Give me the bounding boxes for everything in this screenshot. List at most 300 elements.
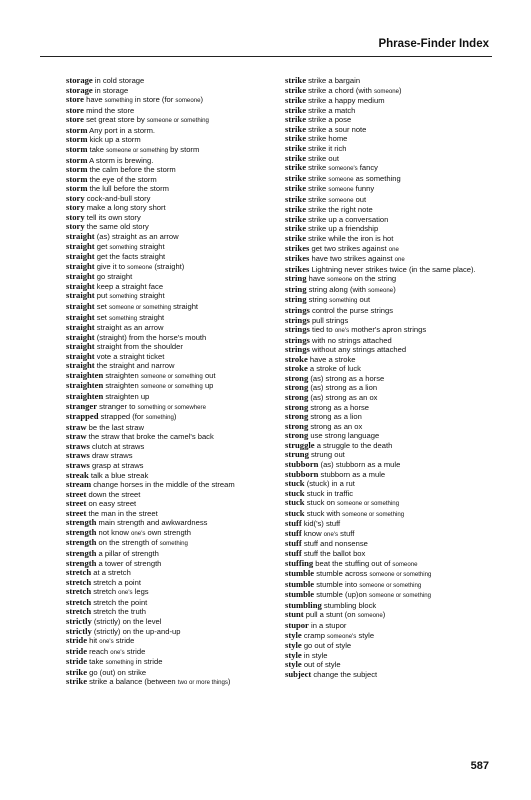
headword: string	[285, 294, 307, 305]
headword: storm	[66, 134, 88, 145]
index-entry	[285, 254, 492, 265]
index-entry	[66, 242, 276, 253]
headword: straw	[66, 421, 87, 432]
index-entry	[285, 383, 492, 393]
headword: strike	[285, 104, 307, 115]
headword: store	[66, 104, 84, 115]
page-number: 587	[470, 760, 489, 772]
headword: strike	[285, 84, 307, 95]
headword: stumble	[285, 578, 315, 589]
headword: straight	[66, 251, 95, 262]
index-entry	[285, 106, 492, 116]
phrase-text: grasp at straws	[89, 460, 144, 470]
index-entry	[285, 403, 492, 413]
placeholder-word: someone or something	[109, 303, 172, 311]
headword: story	[66, 221, 85, 232]
index-entry	[66, 135, 276, 145]
index-entry	[66, 578, 276, 588]
headword: strike	[285, 123, 307, 134]
header-rule	[40, 56, 492, 57]
headword: strung	[285, 449, 309, 460]
placeholder-word: something	[109, 314, 138, 322]
index-entry	[285, 345, 492, 355]
headword: strike	[285, 193, 307, 204]
placeholder-word: something	[145, 414, 174, 422]
phrase-text: strike a happy medium	[306, 96, 385, 106]
phrase-text: stuff the ballot box	[301, 549, 366, 558]
headword: stuck	[285, 507, 305, 518]
placeholder-word: someone or something	[140, 383, 203, 391]
headword: style	[285, 640, 302, 651]
headword: straws	[66, 450, 90, 461]
headword: subject	[285, 668, 312, 679]
phrase-text: by storm	[168, 144, 200, 154]
index-entry	[66, 538, 276, 549]
headword: strings	[285, 304, 310, 315]
index-entry	[66, 86, 276, 96]
phrase-text: straight	[137, 291, 165, 301]
index-entry	[285, 559, 492, 570]
index-entry	[285, 670, 492, 680]
index-entry	[66, 302, 276, 313]
headword: strictly	[66, 625, 92, 636]
phrase-text: beat the stuffing out of	[313, 558, 393, 568]
index-entry	[285, 244, 492, 255]
index-entry	[285, 601, 492, 611]
phrase-text: (as) straight as an arrow	[94, 232, 179, 241]
headword: straws	[66, 459, 90, 470]
phrase-text: strike a match	[306, 105, 356, 115]
headword: strike	[285, 95, 307, 106]
phrase-text: put	[94, 291, 110, 301]
headword: stubborn	[285, 458, 319, 469]
phrase-text: use strong language	[308, 431, 380, 441]
index-entry	[66, 106, 276, 116]
index-entry	[285, 498, 492, 509]
phrase-text: straighten	[103, 381, 141, 391]
phrase-text: stride	[113, 636, 135, 646]
index-entry	[66, 175, 276, 185]
index-entry	[66, 291, 276, 302]
phrase-text: strike	[306, 163, 329, 173]
index-entry	[285, 234, 492, 244]
index-entry	[285, 509, 492, 520]
index-entry	[66, 442, 276, 452]
headword: strings	[285, 344, 310, 355]
index-entry	[66, 528, 276, 539]
index-entry	[285, 316, 492, 326]
placeholder-word: one's	[118, 589, 133, 597]
index-entry	[66, 412, 276, 423]
headword: strikes	[285, 242, 310, 253]
phrase-text: strike up a friendship	[306, 224, 379, 234]
index-entry	[285, 641, 492, 651]
index-entry	[66, 262, 276, 273]
headword: strong	[285, 392, 309, 402]
index-entry	[285, 336, 492, 346]
placeholder-word: someone	[127, 263, 153, 271]
phrase-text: take	[87, 144, 107, 154]
phrase-text: strong as a horse	[308, 402, 370, 412]
headword: stumble	[285, 589, 315, 600]
phrase-text: strike it rich	[306, 143, 347, 153]
phrase-text: get two strikes against	[309, 243, 389, 253]
phrase-text: with no strings attached	[309, 335, 392, 345]
index-entry	[66, 668, 276, 678]
index-entry	[66, 647, 276, 658]
phrase-text: set	[94, 301, 110, 311]
headword: style	[285, 629, 302, 640]
placeholder-word: someone	[328, 186, 354, 194]
index-entry	[66, 559, 276, 569]
phrase-text: take	[87, 657, 106, 667]
index-entry	[285, 393, 492, 403]
placeholder-word: one's	[110, 648, 125, 656]
index-entry	[66, 607, 276, 617]
phrase-text: the lull before the storm	[87, 184, 169, 194]
placeholder-word: one's	[334, 327, 350, 335]
phrase-text: stretch	[91, 587, 119, 597]
headword: stuffing	[285, 557, 314, 568]
phrase-text: stuff	[338, 528, 355, 538]
phrase-text: clutch at straws	[89, 441, 145, 451]
phrase-text: strike home	[306, 134, 348, 144]
phrase-text: have	[306, 274, 328, 284]
phrase-text: keep a straight face	[94, 281, 164, 291]
phrase-text: straight	[137, 241, 165, 251]
index-entry	[66, 342, 276, 352]
headword: strike	[285, 114, 307, 125]
index-entry	[66, 657, 276, 668]
phrase-text: at a stretch	[91, 568, 131, 578]
placeholder-word: someone	[357, 612, 383, 620]
index-entry	[66, 499, 276, 509]
index-entry	[285, 76, 492, 86]
headword: strength	[66, 548, 97, 558]
index-entry	[66, 76, 276, 86]
phrase-text: the eye of the storm	[87, 174, 157, 184]
phrase-text: strung out	[308, 450, 345, 460]
phrase-text: on easy street	[86, 499, 137, 509]
headword: strings	[285, 324, 310, 335]
phrase-text: a pillar of strength	[96, 549, 159, 558]
headword: street	[66, 488, 87, 499]
placeholder-word: someone or something	[106, 146, 169, 154]
index-entry	[66, 165, 276, 175]
headword: store	[66, 114, 84, 125]
phrase-text: (strictly) on the up-and-up	[91, 626, 181, 636]
headword: stroke	[285, 353, 308, 364]
phrase-text: get	[94, 241, 110, 251]
index-column-left	[66, 76, 276, 688]
index-entry	[285, 125, 492, 135]
phrase-text: in store (for	[132, 95, 176, 105]
phrase-text: the man in the street	[86, 508, 158, 518]
index-entry	[66, 598, 276, 608]
phrase-text: stretch the truth	[91, 607, 147, 617]
phrase-text: stride	[124, 646, 146, 656]
phrase-text: (as) strong as an ox	[308, 393, 378, 402]
index-column-right	[285, 76, 492, 679]
headword: strength	[66, 537, 97, 548]
headword: stretch	[66, 586, 92, 597]
phrase-text: pull a stunt (on	[303, 610, 358, 620]
placeholder-word: someone or something	[369, 571, 432, 579]
index-entry	[285, 215, 492, 225]
phrase-text: strong as a lion	[308, 412, 362, 422]
placeholder-word: someone	[392, 560, 418, 568]
headword: story	[66, 211, 85, 222]
phrase-text: kick up a storm	[87, 135, 141, 145]
headword: storm	[66, 173, 88, 184]
headword: stride	[66, 635, 88, 646]
phrase-text: be the last straw	[86, 422, 144, 432]
phrase-text: cramp	[301, 630, 328, 640]
headword: strike	[66, 676, 88, 687]
headword: strong	[285, 420, 309, 431]
headword: stuck	[285, 478, 305, 489]
phrase-text: cock-and-bull story	[84, 193, 151, 203]
placeholder-word: something or somewhere	[137, 403, 206, 411]
phrase-text: (as) stubborn as a mule	[318, 459, 401, 469]
index-entry	[66, 518, 276, 528]
phrase-text: strike	[306, 194, 329, 204]
placeholder-word: something	[109, 293, 138, 301]
headword: style	[285, 649, 302, 660]
index-entry	[66, 145, 276, 156]
phrase-text: strike	[306, 173, 329, 183]
placeholder-word: someone	[328, 175, 354, 183]
headword: stuck	[285, 487, 305, 498]
phrase-text: on the string	[352, 274, 397, 284]
phrase-text: )	[393, 284, 396, 294]
index-entry	[66, 636, 276, 647]
index-entry	[285, 660, 492, 670]
phrase-text: vote a straight ticket	[94, 351, 165, 361]
placeholder-word: something	[109, 243, 138, 251]
index-entry	[285, 470, 492, 480]
index-entry	[285, 306, 492, 316]
phrase-text: talk a blue streak	[88, 470, 149, 480]
index-entry	[66, 568, 276, 578]
index-entry	[66, 451, 276, 461]
index-entry	[66, 232, 276, 242]
phrase-text: change horses in the middle of the stream	[91, 480, 235, 490]
phrase-text: make a long story short	[84, 203, 166, 213]
placeholder-word: something	[105, 659, 134, 667]
index-entry	[285, 569, 492, 580]
phrase-text: in a stupor	[308, 620, 347, 630]
phrase-text: go (out) on strike	[87, 667, 147, 677]
phrase-text: stretch a point	[91, 577, 141, 587]
phrase-text: the straw that broke the camel's back	[86, 432, 214, 442]
phrase-text: control the purse strings	[309, 305, 393, 315]
headword: stretch	[66, 596, 92, 607]
headword: stretch	[66, 576, 92, 587]
placeholder-word: someone or something	[342, 510, 405, 518]
index-entry	[285, 295, 492, 306]
phrase-text: tell its own story	[84, 212, 141, 222]
headword: strike	[285, 162, 307, 173]
index-entry	[66, 333, 276, 343]
headword: strings	[285, 334, 310, 345]
placeholder-word: something	[159, 540, 188, 548]
phrase-text: strong as an ox	[308, 421, 363, 431]
index-entry	[66, 252, 276, 262]
headword: stupor	[285, 619, 309, 630]
index-entry	[285, 580, 492, 591]
headword: storage	[66, 75, 93, 85]
headword: stretch	[66, 606, 92, 617]
headword: strike	[285, 213, 307, 224]
headword: story	[66, 192, 85, 203]
running-head: Phrase-Finder Index	[378, 38, 489, 50]
headword: straighten	[66, 380, 104, 391]
phrase-text: pull strings	[309, 315, 349, 325]
placeholder-word: one's	[323, 530, 339, 538]
headword: story	[66, 202, 85, 213]
placeholder-word: someone	[373, 87, 400, 95]
headword: straw	[66, 431, 87, 442]
index-entry	[285, 529, 492, 540]
phrase-text: strike	[306, 184, 329, 194]
phrase-text: funny	[353, 184, 375, 194]
headword: stroke	[285, 363, 308, 374]
index-entry	[285, 431, 492, 441]
phrase-text: string along (with	[306, 284, 369, 294]
phrase-text: the calm before the storm	[87, 165, 176, 175]
index-entry	[66, 509, 276, 519]
index-entry	[66, 480, 276, 490]
phrase-text: strapped (for	[98, 412, 146, 422]
phrase-text: give it to	[94, 261, 128, 271]
headword: street	[66, 498, 87, 509]
headword: straighten	[66, 369, 104, 380]
index-entry	[66, 587, 276, 598]
phrase-text: straighten up	[103, 392, 150, 401]
phrase-text: strike while the iron is hot	[306, 234, 394, 243]
headword: stumble	[285, 568, 315, 579]
phrase-text: )	[173, 412, 177, 422]
phrase-text: the straight and narrow	[94, 361, 175, 371]
phrase-text: string	[306, 295, 330, 305]
phrase-text: (strictly) on the level	[91, 616, 162, 626]
phrase-text: the same old story	[84, 222, 149, 232]
index-entry	[66, 423, 276, 433]
phrase-text: stretch the point	[91, 597, 148, 607]
index-entry	[285, 174, 492, 185]
index-entry	[285, 441, 492, 451]
placeholder-word: someone's	[328, 165, 358, 173]
phrase-text: (straight)	[152, 261, 185, 271]
phrase-text: tied to	[309, 325, 335, 335]
index-entry	[66, 617, 276, 627]
phrase-text: A storm is brewing.	[87, 155, 154, 165]
phrase-text: fancy	[357, 163, 378, 173]
headword: straight	[66, 341, 95, 352]
headword: storm	[66, 154, 88, 165]
placeholder-word: something	[104, 97, 133, 105]
placeholder-word: someone or something	[359, 581, 422, 589]
headword: straight	[66, 300, 95, 311]
placeholder-word: someone	[175, 97, 201, 105]
phrase-text: stumble (up)on	[314, 590, 370, 600]
phrase-text: in stride	[133, 657, 163, 667]
phrase-text: on the strength of	[96, 538, 160, 548]
phrase-text: stubborn as a mule	[318, 469, 386, 479]
index-entry	[285, 422, 492, 432]
headword: strike	[285, 183, 307, 194]
headword: strong	[285, 382, 309, 393]
phrase-text: stuck in traffic	[304, 488, 353, 498]
headword: strictly	[66, 615, 92, 626]
placeholder-word: something	[329, 297, 358, 305]
headword: strike	[285, 233, 307, 243]
placeholder-word: someone's	[327, 632, 357, 640]
phrase-text: set	[94, 312, 110, 322]
index-entry	[66, 392, 276, 402]
phrase-text: without any strings attached	[309, 345, 407, 355]
headword: straws	[66, 440, 90, 451]
phrase-text: out	[202, 370, 216, 380]
index-entry	[66, 194, 276, 204]
headword: store	[66, 94, 84, 105]
phrase-text: mother's apron strings	[349, 325, 427, 335]
phrase-text: a tower of strength	[96, 558, 162, 568]
phrase-text: strike a sour note	[306, 124, 367, 134]
index-entry	[285, 144, 492, 154]
headword: strike	[66, 666, 88, 677]
index-entry	[66, 203, 276, 213]
phrase-text: (as) strong as a lion	[308, 383, 378, 393]
index-entry	[285, 134, 492, 144]
phrase-text: not know	[96, 527, 132, 537]
index-entry	[285, 224, 492, 234]
phrase-text: in style	[301, 650, 328, 660]
index-entry	[66, 677, 276, 688]
placeholder-word: two or more things	[177, 679, 228, 687]
phrase-text: have	[83, 95, 105, 105]
headword: style	[285, 659, 302, 670]
headword: stride	[66, 645, 88, 656]
headword: stuff	[285, 518, 302, 529]
headword: straight	[66, 322, 95, 333]
headword: strong	[285, 401, 309, 412]
index-entry	[66, 549, 276, 559]
phrase-text: reach	[87, 646, 111, 656]
phrase-text: in storage	[92, 85, 129, 95]
index-entry	[66, 222, 276, 232]
headword: strike	[285, 172, 307, 183]
phrase-text: style	[356, 630, 375, 640]
headword: stretch	[66, 567, 92, 578]
index-entry	[285, 163, 492, 174]
index-entry	[66, 323, 276, 333]
headword: struggle	[285, 439, 315, 450]
phrase-text: straight from the shoulder	[94, 342, 183, 352]
placeholder-word: one	[394, 256, 405, 264]
headword: stuff	[285, 527, 302, 538]
placeholder-word: someone or something	[369, 592, 432, 600]
index-entry	[285, 519, 492, 529]
headword: straight	[66, 240, 95, 251]
headword: strength	[66, 517, 97, 528]
headword: strapped	[66, 411, 99, 422]
phrase-text: legs	[132, 587, 149, 597]
phrase-text: have two strikes against	[309, 254, 395, 264]
index-entry	[285, 96, 492, 106]
phrase-text: stranger to	[97, 401, 138, 411]
